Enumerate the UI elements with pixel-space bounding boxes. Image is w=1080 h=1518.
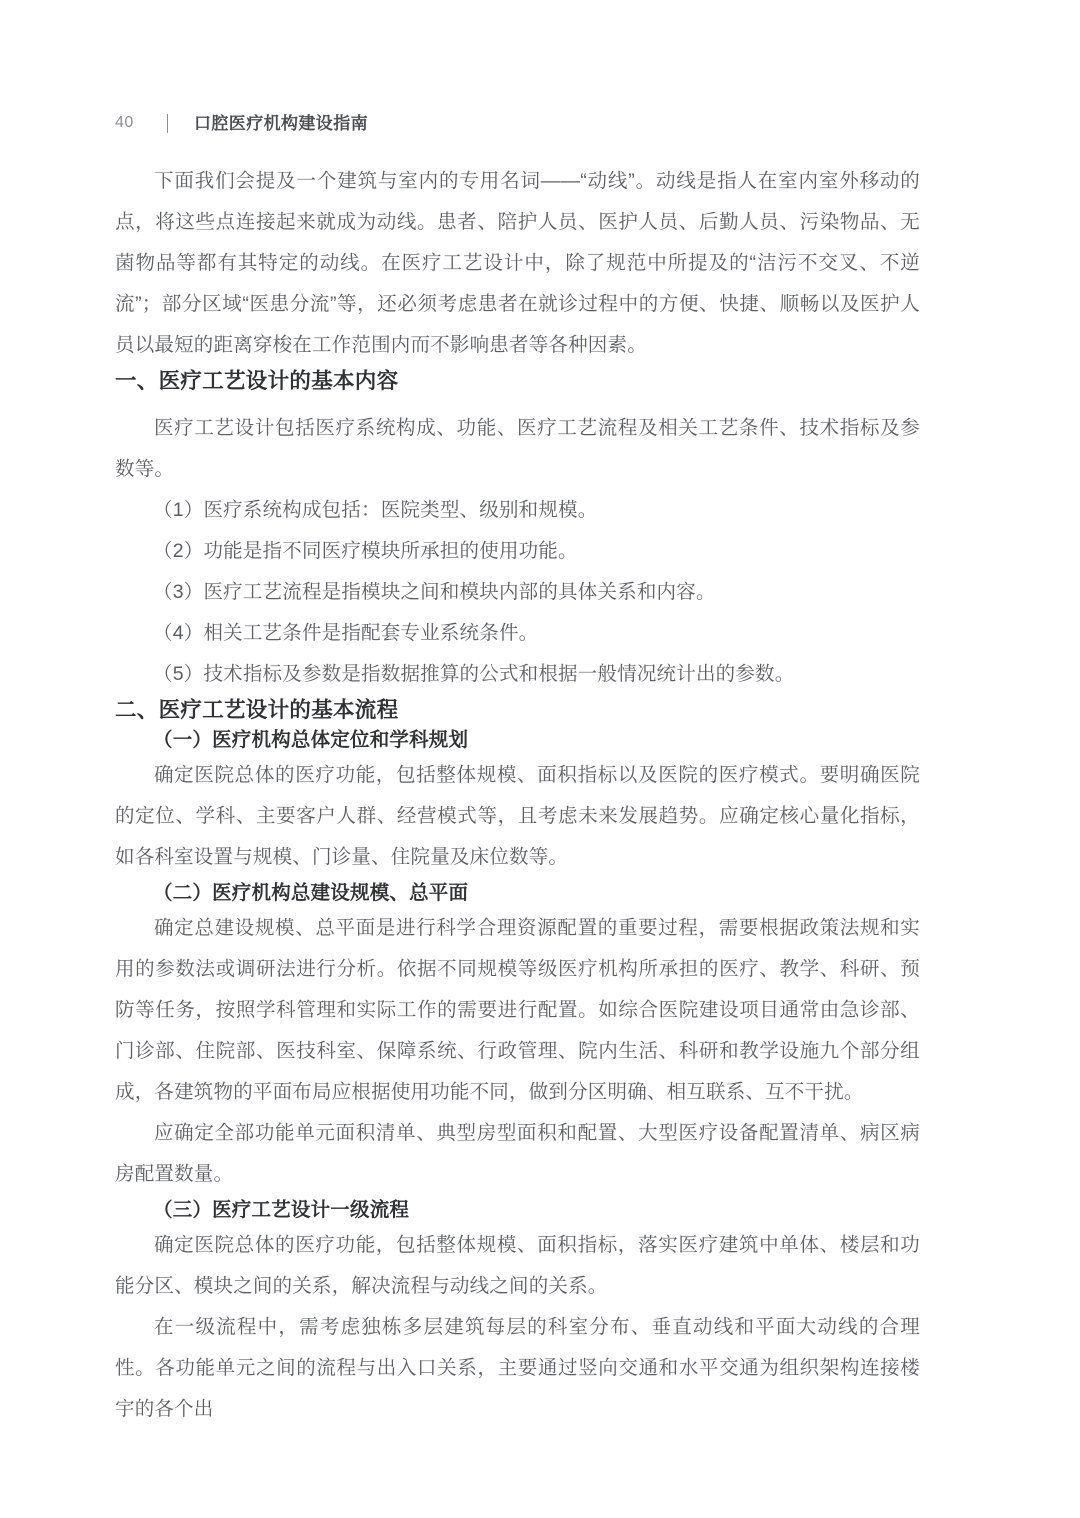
- subsection-two-paragraph-1: 确定总建设规模、总平面是进行科学合理资源配置的重要过程，需要根据政策法规和实用的参数法或调研法进行分析。依据不同规模等级医疗机构所承担的医疗、教学、科研、预防等任务，按照学科管理和实际工作的需要进行配置。如综合医院建设项目通常由急诊部、门诊部、住院部、医技科室、保障系统、行政管理、院内生活、科研和教学设施九个部分组成，各建筑物的平面布局应根据使用功能不同，做到分区明确、相互联系、互不干扰。: [115, 917, 920, 1103]
- list-item: （5）技术指标及参数是指数据推算的公式和根据一般情况统计出的参数。: [153, 663, 795, 685]
- page-number: 40: [115, 114, 134, 131]
- section-one-lead-paragraph: 医疗工艺设计包括医疗系统构成、功能、医疗工艺流程及相关工艺条件、技术指标及参数等。: [115, 417, 920, 480]
- header-divider: [167, 114, 168, 133]
- list-item: （2）功能是指不同医疗模块所承担的使用功能。: [153, 540, 578, 562]
- page-content: [115, 0, 920, 1430]
- section-heading-two: 二、医疗工艺设计的基本流程: [115, 698, 399, 722]
- list-item: （3）医疗工艺流程是指模块之间和模块内部的具体关系和内容。: [153, 581, 716, 603]
- subsection-three-paragraph-2: 在一级流程中，需考虑独栋多层建筑每层的科室分布、垂直动线和平面大动线的合理性。各功能单元之间的流程与出入口关系，主要通过竖向交通和水平交通为组织架构连接楼宇的各个出: [115, 1316, 920, 1420]
- subsection-heading-two: （二）医疗机构总建设规模、总平面: [153, 882, 469, 904]
- subsection-one-paragraph: 确定医院总体的医疗功能，包括整体规模、面积指标以及医院的医疗模式。要明确医院的定位、学科、主要客户人群、经营模式等，且考虑未来发展趋势。应确定核心量化指标，如各科室设置与规模、门诊量、住院量及床位数等。: [115, 764, 920, 868]
- list-item: （1）医疗系统构成包括：医院类型、级别和规模。: [153, 499, 598, 521]
- subsection-heading-one: （一）医疗机构总体定位和学科规划: [153, 729, 469, 751]
- subsection-three-paragraph-1: 确定医院总体的医疗功能，包括整体规模、面积指标，落实医疗建筑中单体、楼层和功能分区、模块之间的关系，解决流程与动线之间的关系。: [115, 1234, 920, 1297]
- running-header: [115, 110, 920, 136]
- section-heading-one: 一、医疗工艺设计的基本内容: [115, 369, 399, 393]
- running-title: 口腔医疗机构建设指南: [194, 113, 368, 133]
- intro-paragraph: 下面我们会提及一个建筑与室内的专用名词——“动线”。动线是指人在室内室外移动的点，将这些点连接起来就成为动线。患者、陪护人员、医护人员、后勤人员、污染物品、无菌物品等都有其特定的动线。在医疗工艺设计中，除了规范中所提及的“洁污不交叉、不逆流”；部分区域“医患分流”等，还必须考虑患者在就诊过程中的方便、快捷、顺畅以及医护人员以最短的距离穿梭在工作范围内而不影响患者等各种因素。: [115, 170, 920, 356]
- section-one-list: [115, 490, 920, 695]
- list-item: （4）相关工艺条件是指配套专业系统条件。: [153, 622, 539, 644]
- subsection-heading-three: （三）医疗工艺设计一级流程: [153, 1199, 410, 1221]
- subsection-two-paragraph-2: 应确定全部功能单元面积清单、典型房型面积和配置、大型医疗设备配置清单、病区病房配置数量。: [115, 1122, 920, 1185]
